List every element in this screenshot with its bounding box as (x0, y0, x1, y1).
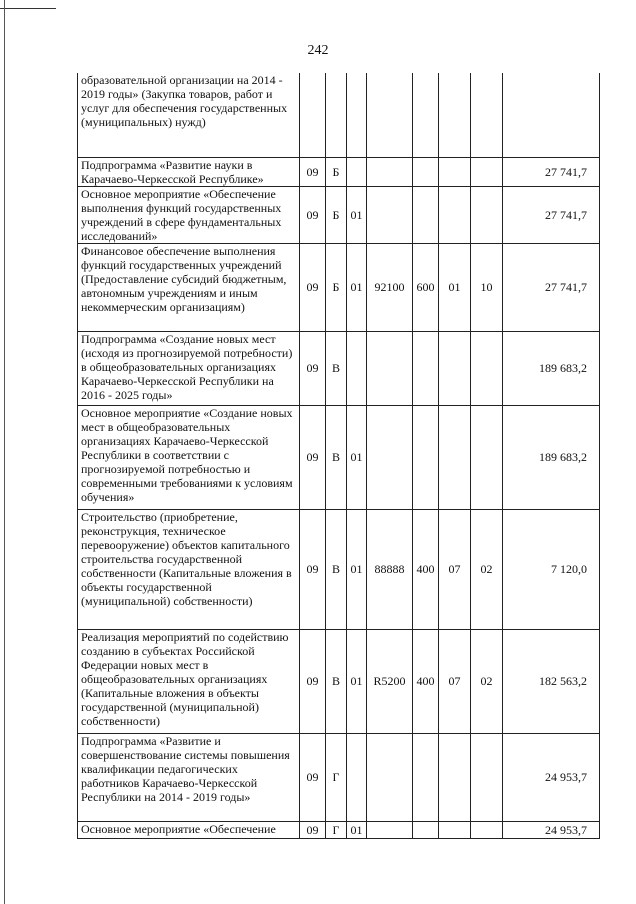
event-code-cell (347, 331, 367, 405)
amount-cell: 24 953,7 (503, 733, 600, 821)
section-code-cell: 01 (439, 243, 471, 331)
subsection-code-cell: 02 (471, 509, 503, 629)
amount-cell: 27 741,7 (503, 243, 600, 331)
subprogram-code-cell: Г (326, 821, 347, 838)
subprogram-code-cell: В (326, 405, 347, 509)
section-code-cell (439, 157, 471, 186)
table-row (78, 629, 600, 733)
table-row (78, 733, 600, 821)
row-name-cell: Подпрограмма «Развитие и совершенствование системы повышения квалификации педагогических работников Карачаево-Черкесской Республики на 2014 - 2019 годы» (78, 733, 300, 821)
direction-code-cell (367, 405, 413, 509)
subsection-code-cell: 10 (471, 243, 503, 331)
direction-code-cell (367, 821, 413, 838)
row-name-cell: Подпрограмма «Создание новых мест (исходя из прогнозируемой потребности) в общеобразовательных организациях Карачаево-Черкесской Республики на 2016 - 2025 годы» (78, 331, 300, 405)
subprogram-code-cell: Б (326, 157, 347, 186)
budget-table (77, 73, 600, 839)
direction-code-cell (367, 186, 413, 243)
subprogram-code-cell: В (326, 629, 347, 733)
ministry-code-cell: 09 (300, 733, 326, 821)
row-name-cell: Финансовое обеспечение выполнения функций государственных учреждений (Предоставление субсидий бюджетным, автономным учреждениям и иным некоммерческим организациям) (78, 243, 300, 331)
ministry-code-cell: 09 (300, 243, 326, 331)
subsection-code-cell (471, 186, 503, 243)
subprogram-code-cell: Г (326, 733, 347, 821)
direction-code-cell (367, 157, 413, 186)
row-name-cell: Основное мероприятие «Обеспечение (78, 821, 300, 838)
event-code-cell: 01 (347, 405, 367, 509)
table-row (78, 157, 600, 186)
section-code-cell (439, 821, 471, 838)
table-row (78, 331, 600, 405)
section-code-cell: 07 (439, 509, 471, 629)
ministry-code-cell: 09 (300, 821, 326, 838)
direction-code-cell (367, 73, 413, 157)
amount-cell: 27 741,7 (503, 186, 600, 243)
event-code-cell (347, 733, 367, 821)
direction-code-cell (367, 733, 413, 821)
event-code-cell: 01 (347, 186, 367, 243)
subprogram-code-cell: В (326, 509, 347, 629)
direction-code-cell: 88888 (367, 509, 413, 629)
expense-type-cell: 600 (413, 243, 439, 331)
table-row (78, 405, 600, 509)
ministry-code-cell: 09 (300, 157, 326, 186)
subprogram-code-cell: Б (326, 186, 347, 243)
subsection-code-cell (471, 157, 503, 186)
subprogram-code-cell (326, 73, 347, 157)
table-row (78, 243, 600, 331)
section-code-cell (439, 405, 471, 509)
expense-type-cell (413, 157, 439, 186)
row-name-cell: Подпрограмма «Развитие науки в Карачаево-Черкесской Республике» (78, 157, 300, 186)
expense-type-cell (413, 733, 439, 821)
event-code-cell: 01 (347, 509, 367, 629)
table-row (78, 821, 600, 838)
page-number: 242 (307, 43, 329, 58)
section-code-cell (439, 73, 471, 157)
subprogram-code-cell: В (326, 331, 347, 405)
row-name-cell: Основное мероприятие «Создание новых мест в общеобразовательных организациях Карачаево-Черкесской Республики в соответствии с прогнозируемой потребностью и современными требованиями к условиям обучения» (78, 405, 300, 509)
amount-cell: 182 563,2 (503, 629, 600, 733)
ministry-code-cell: 09 (300, 186, 326, 243)
row-name-cell: Строительство (приобретение, реконструкция, техническое перевооружение) объектов капитального строительства государственной собственности (Капитальные вложения в объекты государственной (муниципальной) собственности) (78, 509, 300, 629)
table-row (78, 73, 600, 157)
table-row (78, 509, 600, 629)
scan-edge-line (0, 0, 5, 904)
amount-cell (503, 73, 600, 157)
ministry-code-cell: 09 (300, 509, 326, 629)
subsection-code-cell (471, 405, 503, 509)
expense-type-cell: 400 (413, 629, 439, 733)
expense-type-cell (413, 405, 439, 509)
ministry-code-cell: 09 (300, 331, 326, 405)
event-code-cell (347, 157, 367, 186)
event-code-cell: 01 (347, 243, 367, 331)
event-code-cell: 01 (347, 629, 367, 733)
expense-type-cell (413, 186, 439, 243)
section-code-cell (439, 186, 471, 243)
scan-corner-mark (0, 0, 56, 9)
direction-code-cell: R5200 (367, 629, 413, 733)
section-code-cell (439, 331, 471, 405)
budget-table-body (78, 73, 600, 838)
amount-cell: 7 120,0 (503, 509, 600, 629)
subsection-code-cell (471, 733, 503, 821)
ministry-code-cell: 09 (300, 405, 326, 509)
direction-code-cell: 92100 (367, 243, 413, 331)
subsection-code-cell (471, 73, 503, 157)
subsection-code-cell (471, 331, 503, 405)
expense-type-cell (413, 821, 439, 838)
ministry-code-cell (300, 73, 326, 157)
ministry-code-cell: 09 (300, 629, 326, 733)
subsection-code-cell: 02 (471, 629, 503, 733)
subsection-code-cell (471, 821, 503, 838)
expense-type-cell (413, 73, 439, 157)
table-row (78, 186, 600, 243)
subprogram-code-cell: Б (326, 243, 347, 331)
expense-type-cell (413, 331, 439, 405)
row-name-cell: Основное мероприятие «Обеспечение выполнения функций государственных учреждений в сфере фундаментальных исследований» (78, 186, 300, 243)
section-code-cell (439, 733, 471, 821)
amount-cell: 24 953,7 (503, 821, 600, 838)
event-code-cell: 01 (347, 821, 367, 838)
amount-cell: 189 683,2 (503, 331, 600, 405)
amount-cell: 27 741,7 (503, 157, 600, 186)
expense-type-cell: 400 (413, 509, 439, 629)
row-name-cell: Реализация мероприятий по содействию созданию в субъектах Российской Федерации новых мест в общеобразовательных организациях (Капитальные вложения в объекты государственной (муниципальной) собственности) (78, 629, 300, 733)
section-code-cell: 07 (439, 629, 471, 733)
row-name-cell: образовательной организации на 2014 - 2019 годы» (Закупка товаров, работ и услуг для обеспечения государственных (муниципальных) нужд) (78, 73, 300, 157)
amount-cell: 189 683,2 (503, 405, 600, 509)
direction-code-cell (367, 331, 413, 405)
event-code-cell (347, 73, 367, 157)
